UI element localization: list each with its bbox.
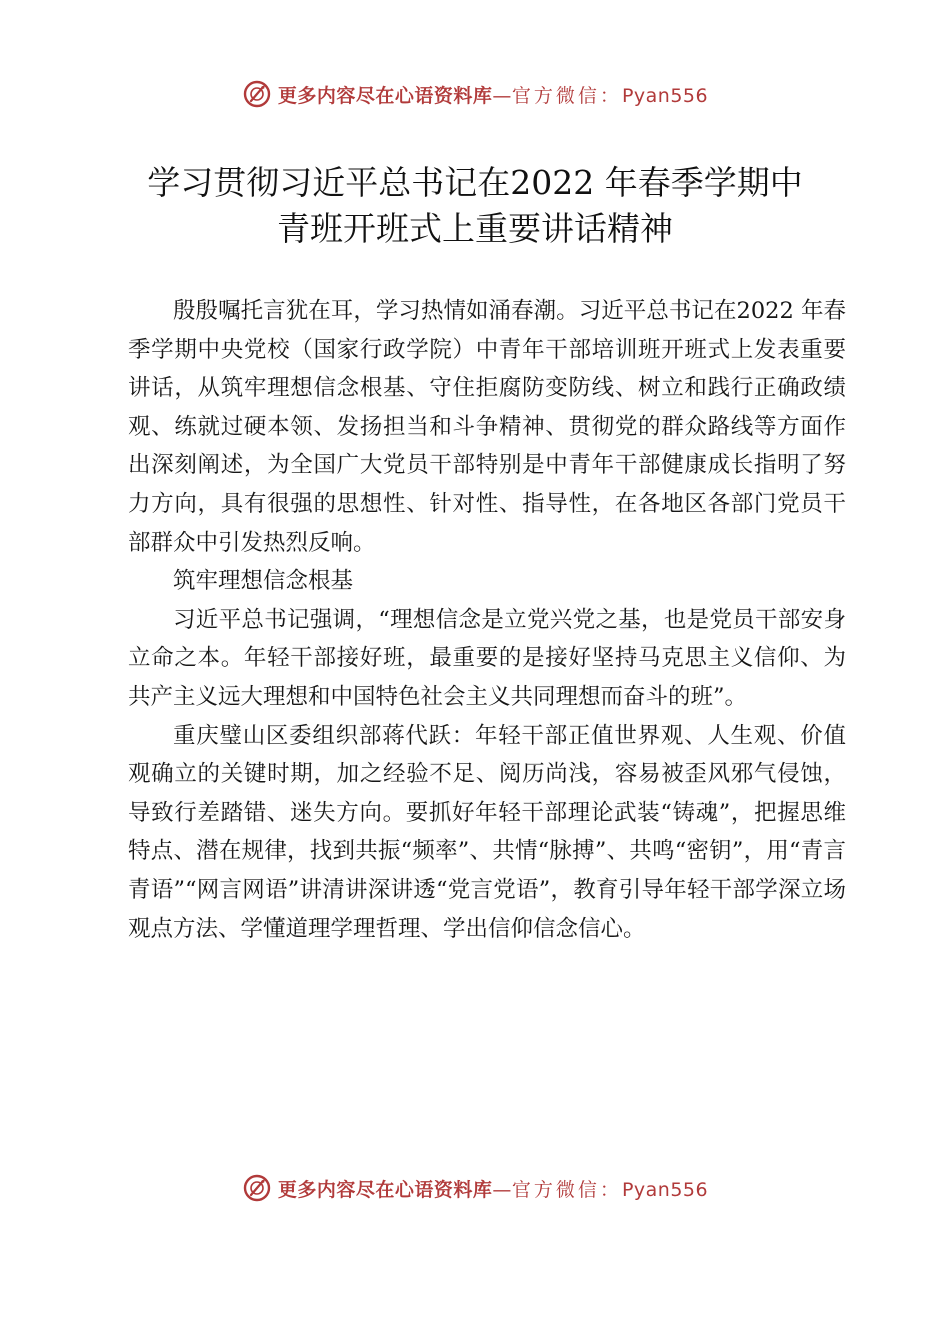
title-line-2: 青班开班式上重要讲话精神 <box>277 209 673 248</box>
document-body <box>128 292 846 948</box>
seal-logo-icon <box>242 1173 272 1203</box>
watermark-banner-top <box>0 74 950 114</box>
watermark-official-label: 官方微信： <box>511 1178 622 1201</box>
paragraph-intro: 殷殷嘱托言犹在耳，学习热情如涌春潮。习近平总书记在2022 年春季学期中央党校（国家行政学院）中青年干部培训班开班式上发表重要讲话，从筑牢理想信念根基、守住拒腐防变防线、树立和践行正确政绩观、练就过硬本领、发扬担当和斗争精神、贯彻党的群众路线等方面作出深刻阐述，为全国广大党员干部特别是中青年干部健康成长指明了努力方向，具有很强的思想性、针对性、指导性，在各地区各部门党员干部群众中引发热烈反响。 <box>128 298 846 556</box>
title-line-1: 学习贯彻习近平总书记在2022 年春季学期中 <box>147 163 803 202</box>
watermark-banner-bottom <box>0 1168 950 1208</box>
watermark-library-text: 更多内容尽在心语资料库 <box>277 1178 493 1201</box>
paragraph-response: 重庆璧山区委组织部蒋代跃：年轻干部正值世界观、人生观、价值观确立的关键时期，加之经验不足、阅历尚浅，容易被歪风邪气侵蚀，导致行差踏错、迷失方向。要抓好年轻干部理论武装“铸魂”，把握思维特点、潜在规律，找到共振“频率”、共情“脉搏”、共鸣“密钥”，用“青言青语”“网言网语”讲清讲深讲透“党言党语”，教育引导年轻干部学深立场观点方法、学懂道理学理哲理、学出信仰信念信心。 <box>128 722 846 942</box>
paragraph-quote: 习近平总书记强调，“理想信念是立党兴党之基，也是党员干部安身立命之本。年轻干部接好班，最重要的是接好坚持马克思主义信仰、为共产主义远大理想和中国特色社会主义共同理想而奋斗的班”。 <box>128 606 846 710</box>
watermark-official-label: 官方微信： <box>511 84 622 107</box>
watermark-wechat-id: Pyan556 <box>621 84 709 107</box>
watermark-library-text: 更多内容尽在心语资料库 <box>277 84 493 107</box>
watermark-wechat-id: Pyan556 <box>621 1178 709 1201</box>
document-title <box>60 160 890 252</box>
watermark-separator: — <box>492 1178 512 1201</box>
section-heading: 筑牢理想信念根基 <box>173 568 354 595</box>
watermark-separator: — <box>492 84 512 107</box>
seal-logo-icon <box>242 79 272 109</box>
